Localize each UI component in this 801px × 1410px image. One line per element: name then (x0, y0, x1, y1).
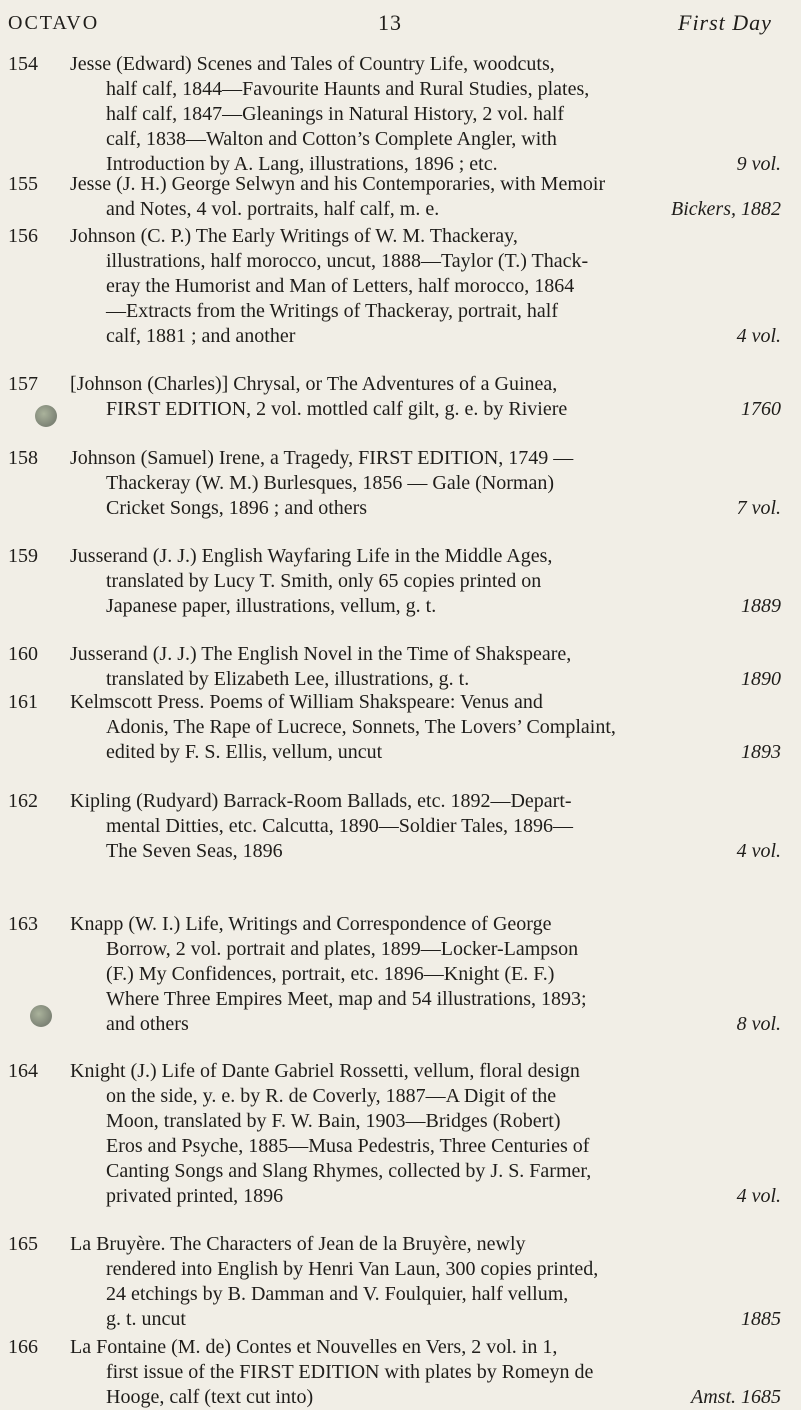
lot-text-line: 24 etchings by B. Damman and V. Foulquier, half vellum, (106, 1283, 569, 1305)
lot-volume-count: Amst. 1685 (691, 1386, 781, 1408)
lot-final-text: g. t. uncut (106, 1308, 186, 1330)
lot-number: 156 (8, 225, 38, 247)
lot-volume-count: 9 vol. (736, 153, 781, 175)
lot-text-line: (F.) My Confidences, portrait, etc. 1896—Knight (E. F.) (106, 963, 555, 985)
lot-text-line: illustrations, half morocco, uncut, 1888—Taylor (T.) Thack- (106, 250, 589, 272)
margin-ornament-icon (30, 1005, 52, 1027)
lot-number: 157 (8, 373, 38, 395)
lot-text-line: Borrow, 2 vol. portrait and plates, 1899—Locker-Lampson (106, 938, 579, 960)
lot-final-line (70, 197, 785, 222)
lot-volume-count: 4 vol. (736, 840, 781, 862)
lot-volume-count: 1893 (741, 741, 781, 763)
lot-final-text: FIRST EDITION, 2 vol. mottled calf gilt, g. e. by Riviere (106, 398, 568, 420)
lot-text-line: translated by Lucy T. Smith, only 65 copies printed on (106, 570, 542, 592)
lot-description (70, 446, 785, 521)
lot-description (70, 52, 785, 177)
lot-number: 164 (8, 1060, 38, 1082)
lot-final-text: calf, 1881 ; and another (106, 325, 296, 347)
lot-final-line (70, 1184, 785, 1209)
lot-text-line: Knight (J.) Life of Dante Gabriel Rossetti, vellum, floral design (70, 1060, 580, 1082)
lot-final-text: The Seven Seas, 1896 (106, 840, 283, 862)
lot-text-line: calf, 1838—Walton and Cotton’s Complete Angler, with (106, 128, 557, 150)
margin-ornament-icon (35, 405, 57, 427)
lot-text-line: Jesse (J. H.) George Selwyn and his Contemporaries, with Memoir (70, 173, 606, 195)
lot-final-line (70, 1012, 785, 1037)
lot-volume-count: 4 vol. (736, 1185, 781, 1207)
lot-description (70, 1059, 785, 1209)
lot-final-line (70, 740, 785, 765)
lot-final-line (70, 594, 785, 619)
lot-text-line: Kipling (Rudyard) Barrack-Room Ballads, etc. 1892—Depart- (70, 790, 572, 812)
running-head (0, 8, 801, 38)
lot-volume-count: 4 vol. (736, 325, 781, 347)
lot-final-line (70, 667, 785, 692)
lot-description (70, 1335, 785, 1410)
lot-text-line: [Johnson (Charles)] Chrysal, or The Adventures of a Guinea, (70, 373, 558, 395)
page-number: 13 (378, 10, 402, 35)
lot-volume-count: 1760 (741, 398, 781, 420)
lot-description (70, 642, 785, 692)
lot-final-text: and Notes, 4 vol. portraits, half calf, m. e. (106, 198, 440, 220)
lot-text-line: Thackeray (W. M.) Burlesques, 1856 — Gale (Norman) (106, 472, 555, 494)
lot-text-line: La Bruyère. The Characters of Jean de la Bruyère, newly (70, 1233, 526, 1255)
lot-description (70, 1232, 785, 1332)
lot-final-text: and others (106, 1013, 189, 1035)
lot-number: 154 (8, 53, 38, 75)
lot-volume-count: 7 vol. (736, 497, 781, 519)
lot-final-line (70, 397, 785, 422)
lot-text-line: —Extracts from the Writings of Thackeray, portrait, half (106, 300, 559, 322)
lot-text-line: Knapp (W. I.) Life, Writings and Correspondence of George (70, 913, 552, 935)
lot-volume-count: 1885 (741, 1308, 781, 1330)
lot-number: 160 (8, 643, 38, 665)
lot-final-text: privated printed, 1896 (106, 1185, 284, 1207)
lot-description (70, 789, 785, 864)
lot-description (70, 172, 785, 222)
lot-volume-count: 1889 (741, 595, 781, 617)
lot-text-line: first issue of the FIRST EDITION with plates by Romeyn de (106, 1361, 594, 1383)
lot-text-line: mental Ditties, etc. Calcutta, 1890—Soldier Tales, 1896— (106, 815, 574, 837)
lot-text-line: half calf, 1844—Favourite Haunts and Rural Studies, plates, (106, 78, 590, 100)
lot-number: 166 (8, 1336, 38, 1358)
lot-number: 162 (8, 790, 38, 812)
lot-number: 161 (8, 691, 38, 713)
lot-description (70, 224, 785, 349)
lot-final-line (70, 324, 785, 349)
lot-volume-count: 8 vol. (736, 1013, 781, 1035)
lot-final-text: translated by Elizabeth Lee, illustrations, g. t. (106, 668, 470, 690)
lot-text-line: on the side, y. e. by R. de Coverly, 1887—A Digit of the (106, 1085, 557, 1107)
lot-final-text: Japanese paper, illustrations, vellum, g. t. (106, 595, 437, 617)
lot-final-text: edited by F. S. Ellis, vellum, uncut (106, 741, 383, 763)
lot-text-line: Eros and Psyche, 1885—Musa Pedestris, Three Centuries of (106, 1135, 590, 1157)
lot-text-line: Canting Songs and Slang Rhymes, collected by J. S. Farmer, (106, 1160, 592, 1182)
lot-text-line: half calf, 1847—Gleanings in Natural History, 2 vol. half (106, 103, 565, 125)
lot-text-line: Where Three Empires Meet, map and 54 illustrations, 1893; (106, 988, 587, 1010)
running-head-sale-day: First Day (678, 10, 772, 35)
lot-description (70, 372, 785, 422)
lot-final-line (70, 1385, 785, 1410)
lot-description (70, 912, 785, 1037)
lot-number: 163 (8, 913, 38, 935)
lot-text-line: Jusserand (J. J.) The English Novel in the Time of Shakspeare, (70, 643, 572, 665)
lot-final-line (70, 496, 785, 521)
lot-text-line: Jesse (Edward) Scenes and Tales of Country Life, woodcuts, (70, 53, 555, 75)
lot-text-line: La Fontaine (M. de) Contes et Nouvelles en Vers, 2 vol. in 1, (70, 1336, 558, 1358)
lot-final-line (70, 839, 785, 864)
lot-text-line: Johnson (C. P.) The Early Writings of W. M. Thackeray, (70, 225, 518, 247)
running-head-format: OCTAVO (8, 12, 100, 34)
lot-text-line: eray the Humorist and Man of Letters, half morocco, 1864 (106, 275, 575, 297)
lot-number: 165 (8, 1233, 38, 1255)
lot-volume-count: 1890 (741, 668, 781, 690)
lot-text-line: Kelmscott Press. Poems of William Shakspeare: Venus and (70, 691, 543, 713)
lot-number: 158 (8, 447, 38, 469)
lot-text-line: Jusserand (J. J.) English Wayfaring Life in the Middle Ages, (70, 545, 553, 567)
lot-description (70, 690, 785, 765)
lot-final-line (70, 1307, 785, 1332)
lot-text-line: Adonis, The Rape of Lucrece, Sonnets, The Lovers’ Complaint, (106, 716, 616, 738)
lot-text-line: Johnson (Samuel) Irene, a Tragedy, FIRST EDITION, 1749 — (70, 447, 574, 469)
lot-description (70, 544, 785, 619)
lot-volume-count: Bickers, 1882 (671, 198, 781, 220)
lot-final-text: Introduction by A. Lang, illustrations, 1896 ; etc. (106, 153, 498, 175)
lot-number: 159 (8, 545, 38, 567)
lot-number: 155 (8, 173, 38, 195)
lot-final-text: Hooge, calf (text cut into) (106, 1386, 314, 1408)
lot-final-text: Cricket Songs, 1896 ; and others (106, 497, 368, 519)
lot-text-line: rendered into English by Henri Van Laun, 300 copies printed, (106, 1258, 599, 1280)
lot-text-line: Moon, translated by F. W. Bain, 1903—Bridges (Robert) (106, 1110, 561, 1132)
